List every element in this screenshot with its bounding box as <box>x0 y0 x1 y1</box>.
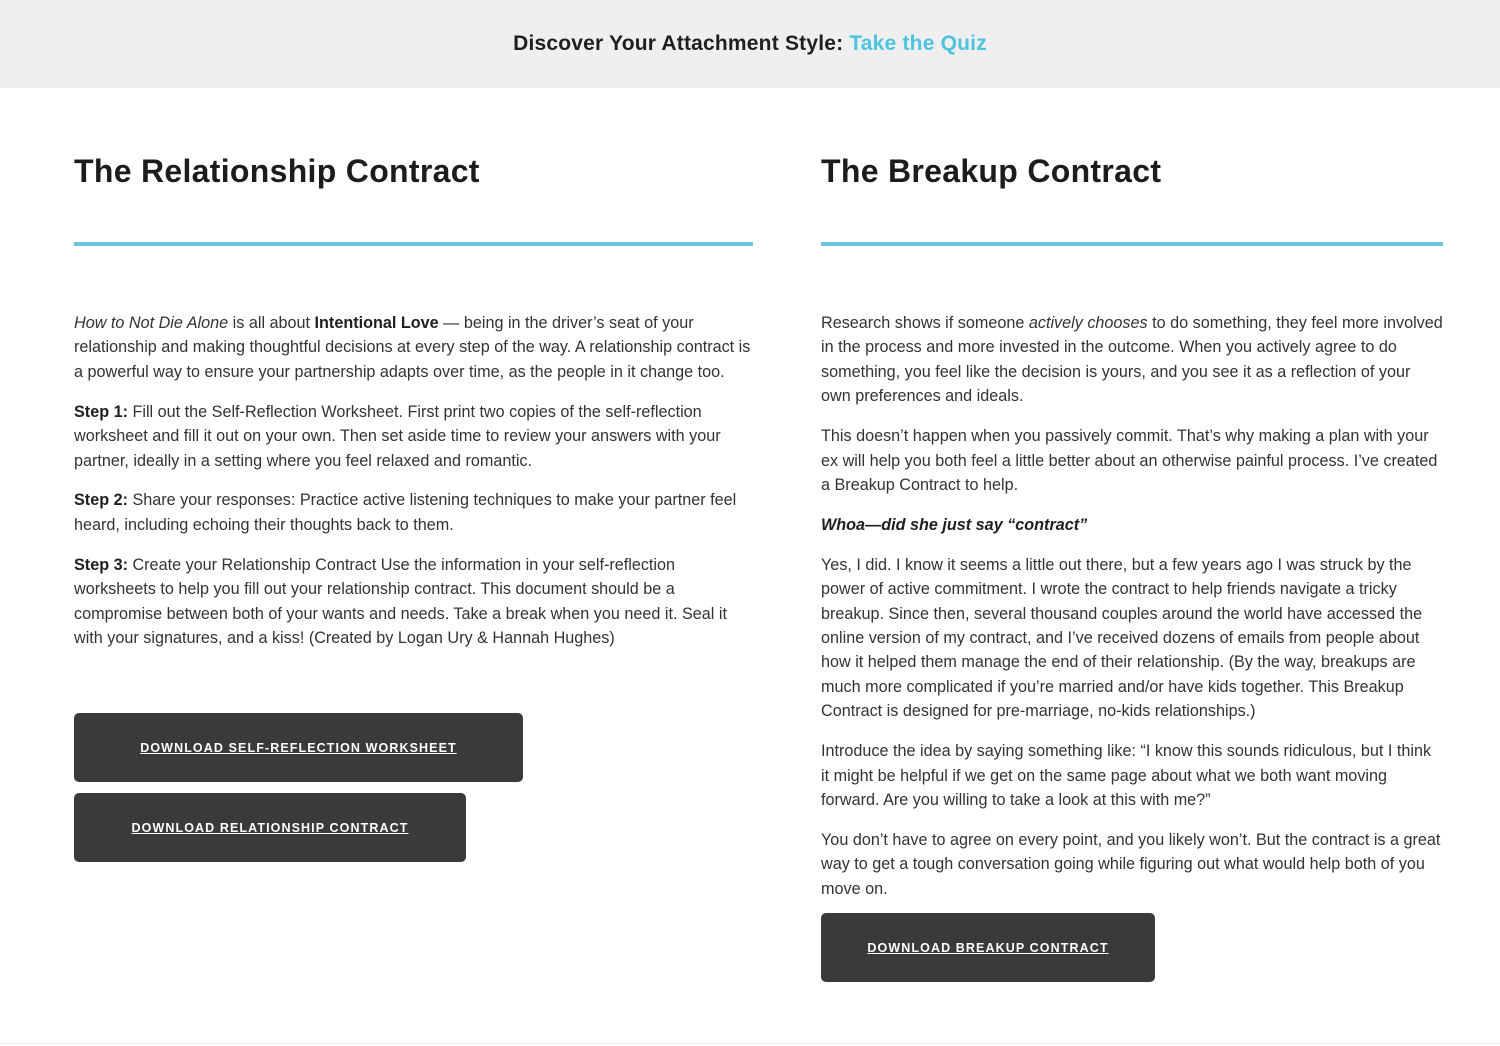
step-3-label: Step 3: <box>74 555 128 574</box>
research-text: Research shows if someone <box>821 314 1029 332</box>
relationship-body <box>74 311 754 666</box>
step-2-text: Share your responses: Practice active listening techniques to make your partner feel heard, including echoing their thoughts back to them. <box>74 491 737 534</box>
intentional-love-emphasis: Intentional Love <box>314 314 439 332</box>
relationship-contract-title: The Relationship Contract <box>74 153 480 189</box>
passive-commit-paragraph: This doesn’t happen when you passively commit. That’s why making a plan with your ex will help you both feel a little better about an otherwise painful process. I’ve created a Breakup Contract to help. <box>821 427 1438 494</box>
book-title: How to Not Die Alone <box>74 314 229 332</box>
actively-chooses-emphasis: actively chooses <box>1028 314 1148 332</box>
step-1-paragraph <box>74 400 754 473</box>
download-relationship-contract-button[interactable]: DOWNLOAD RELATIONSHIP CONTRACT <box>74 793 466 862</box>
banner-prefix: Discover Your Attachment Style: <box>513 32 844 55</box>
download-breakup-contract-button[interactable]: DOWNLOAD BREAKUP CONTRACT <box>821 913 1155 982</box>
whoa-subheading: Whoa—did she just say “contract” <box>821 515 1088 534</box>
section-divider <box>821 242 1443 246</box>
step-2-label: Step 2: <box>74 491 128 510</box>
research-paragraph <box>821 311 1443 409</box>
take-quiz-link[interactable]: Take the Quiz <box>849 32 987 55</box>
agree-paragraph: You don’t have to agree on every point, and you likely won’t. But the contract is a great way to get a tough conversation going while figuring out what would help both of you move on. <box>821 830 1441 898</box>
step-1-text: Fill out the Self-Reflection Worksheet. First print two copies of the self-reflection worksheet and fill it out on your own. Then set aside time to review your answers with your partner, ideally in a setting where you feel relaxed and romantic. <box>74 402 721 470</box>
footer-divider <box>0 1043 1500 1044</box>
section-divider <box>74 242 753 246</box>
step-1-label: Step 1: <box>74 402 128 421</box>
intro-paragraph <box>74 311 754 384</box>
download-worksheet-button[interactable]: DOWNLOAD SELF-REFLECTION WORKSHEET <box>74 713 523 782</box>
intro-text: is all about <box>228 314 315 332</box>
step-2-paragraph <box>74 488 754 537</box>
step-3-paragraph <box>74 553 754 651</box>
quiz-banner <box>0 0 1500 88</box>
introduce-idea-paragraph: Introduce the idea by saying something like: “I know this sounds ridiculous, but I think it might be helpful if we get on the same page about what we both want moving forward. Are you willing to take a look at this with me?” <box>821 742 1432 809</box>
breakup-contract-title: The Breakup Contract <box>821 153 1162 189</box>
yes-i-did-paragraph: Yes, I did. I know it seems a little out there, but a few years ago I was struck by the power of active commitment. I wrote the contract to help friends navigate a tricky breakup. Since then, several thousand couples around the world have accessed the online version of my contract, and I’ve received dozens of emails from people about how it helped them manage the end of their relationship. (By the way, breakups are much more complicated if you’re married and/or have kids together. This Breakup Contract is designed for pre-marriage, no-kids relationships.) <box>821 555 1423 721</box>
research-text-cont: to do something, they feel more involved in the process and more invested in the outcome. When you actively agree to do something, you feel like the decision is yours, and you see it as a reflection of your own preferences and ideals. <box>821 314 1443 406</box>
intro-text-cont: — being in the driver’s seat of your relationship and making thoughtful decisions at every step of the way. A relationship contract is a powerful way to ensure your partnership adapts over time, as the people in it change too. <box>74 314 751 381</box>
breakup-body <box>821 311 1443 917</box>
step-3-text: Create your Relationship Contract Use the information in your self-reflection worksheets to help you fill out your relationship contract. This document should be a compromise between both of your wants and needs. Take a break when you need it. Seal it with your signatures, and a kiss! (Created by Logan Ury & Hannah Hughes) <box>74 555 727 647</box>
banner-text <box>513 32 987 56</box>
